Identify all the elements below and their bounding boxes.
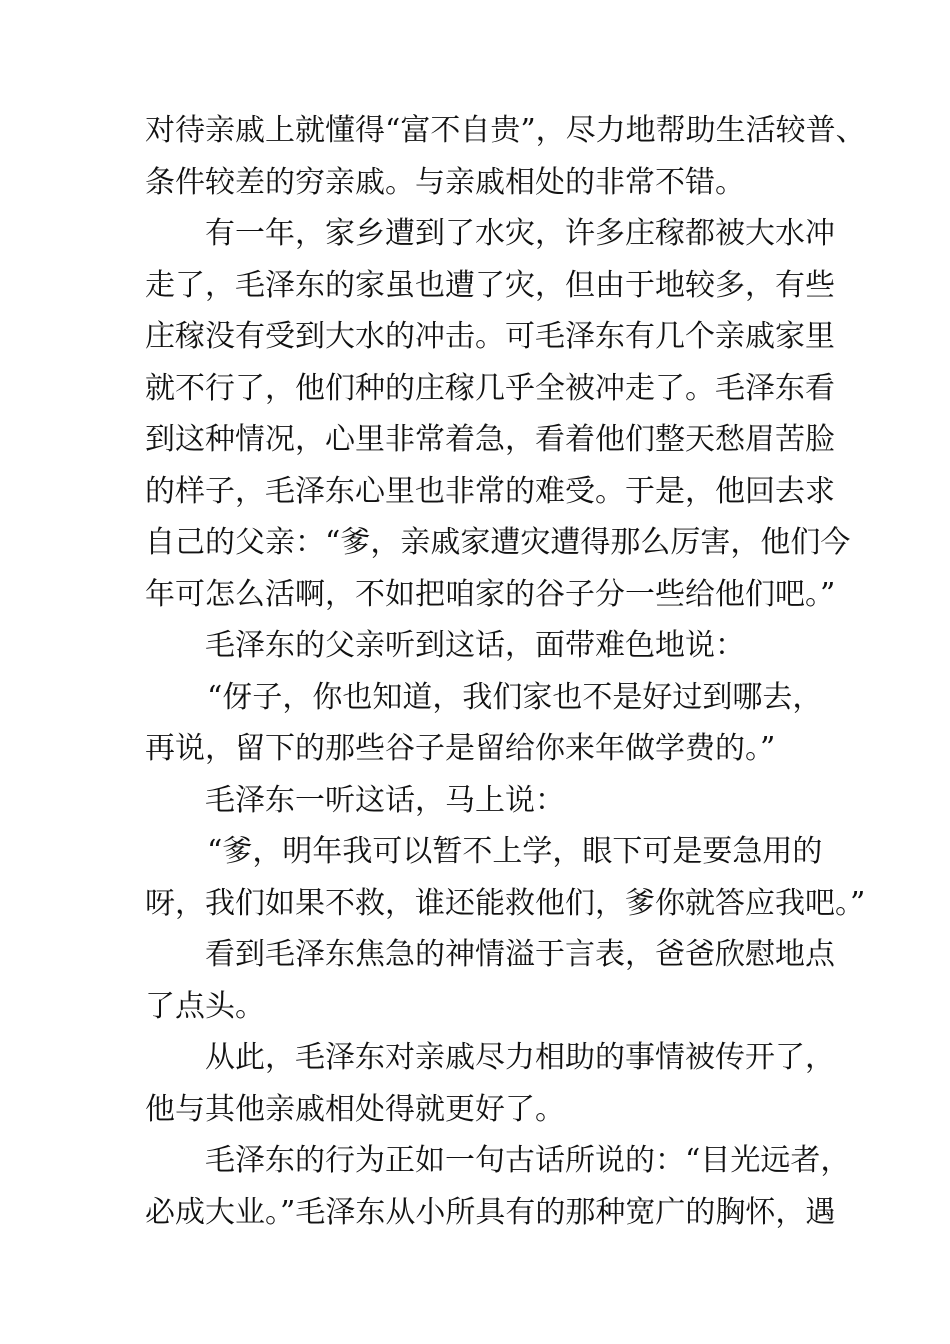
text-line: 必成大业。”毛泽东从小所具有的那种宽广的胸怀，遇 — [145, 1194, 836, 1230]
text-line: 条件较差的穷亲戚。与亲戚相处的非常不错。 — [145, 164, 745, 200]
text-line: 自己的父亲：“爹，亲戚家遭灾遭得那么厉害，他们今 — [145, 525, 851, 560]
text-line: 庄稼没有受到大水的冲击。可毛泽东有几个亲戚家里 — [145, 319, 835, 354]
text-line: 走了，毛泽东的家虽也遭了灾，但由于地较多，有些 — [145, 267, 835, 303]
paragraph-start-line: 有一年，家乡遭到了水灾，许多庄稼都被大水冲 — [205, 216, 835, 251]
text-line: 的样子，毛泽东心里也非常的难受。于是，他回去求 — [145, 473, 835, 509]
text-line: 年可怎么活啊，不如把咱家的谷子分一些给他们吧。” — [145, 576, 836, 612]
quote-start-line: “爹，明年我可以暂不上学，眼下可是要急用的 — [207, 834, 823, 869]
paragraph-start-line: 毛泽东一听这话，马上说： — [205, 782, 565, 818]
text-line: 到这种情况，心里非常着急，看着他们整天愁眉苦脸 — [145, 422, 835, 457]
quote-start-line: “伢子，你也知道，我们家也不是好过到哪去， — [207, 679, 823, 715]
paragraph-start-line: 看到毛泽东焦急的神情溢于言表，爸爸欣慰地点 — [205, 937, 835, 972]
document-page — [145, 105, 866, 1238]
text-line: 了点头。 — [145, 988, 265, 1024]
paragraph-start-line: 毛泽东的行为正如一句古话所说的：“目光远者， — [205, 1143, 851, 1178]
paragraph-start-line: 从此，毛泽东对亲戚尽力相助的事情被传开了， — [205, 1040, 835, 1075]
text-line: 呀，我们如果不救，谁还能救他们，爹你就答应我吧。” — [145, 885, 866, 921]
paragraph-start-line: 毛泽东的父亲听到这话，面带难色地说： — [205, 628, 745, 663]
text-line: 再说，留下的那些谷子是留给你来年做学费的。” — [145, 731, 776, 766]
text-line: 对待亲戚上就懂得“富不自贵”，尽力地帮助生活较普、 — [145, 113, 866, 148]
text-line: 他与其他亲戚相处得就更好了。 — [145, 1091, 565, 1127]
text-line: 就不行了，他们种的庄稼几乎全被冲走了。毛泽东看 — [145, 370, 835, 406]
